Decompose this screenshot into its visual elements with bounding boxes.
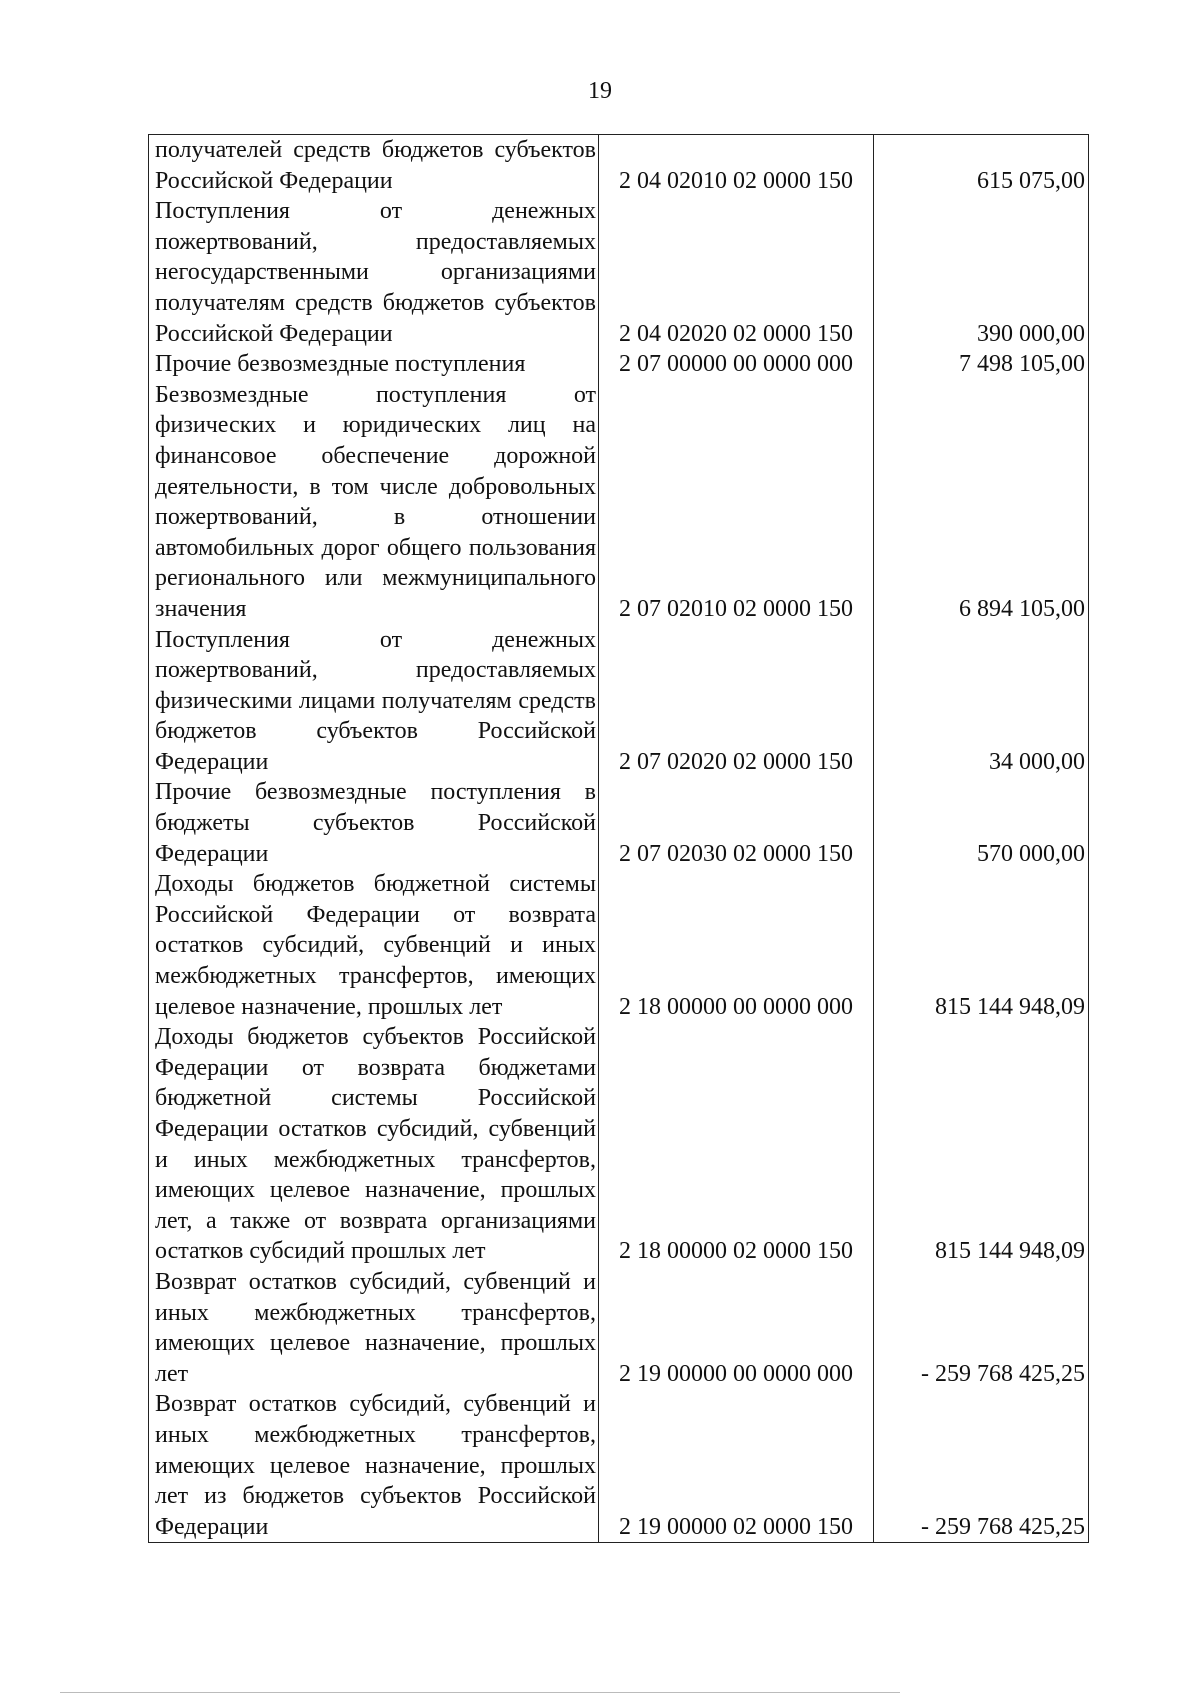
table-row [149,1267,1089,1389]
revenue-name: Безвозмездные поступления от физических и юридических лиц на финансовое обеспечение дорожной деятельности, в том числе добровольных пожертвований, в отношении автомобильных дорог общего пользования регионального или межмуниципального значения [149,380,599,625]
amount: 7 498 105,00 [874,349,1089,380]
amount: 390 000,00 [874,196,1089,349]
revenue-name: Доходы бюджетов субъектов Российской Федерации от возврата бюджетами бюджетной системы Российской Федерации остатков субсидий, субвенций и иных межбюджетных трансфертов, имеющих целевое назначение, прошлых лет, а также от возврата организациями остатков субсидий прошлых лет [149,1022,599,1267]
amount: 6 894 105,00 [874,380,1089,625]
amount: 815 144 948,09 [874,1022,1089,1267]
table-row [149,380,1089,625]
amount: 815 144 948,09 [874,869,1089,1022]
revenue-name: Доходы бюджетов бюджетной системы Российской Федерации от возврата остатков субсидий, субвенций и иных межбюджетных трансфертов, имеющих целевое назначение, прошлых лет [149,869,599,1022]
scan-edge-divider [60,1692,900,1693]
budget-code: 2 19 00000 00 0000 000 [599,1267,874,1389]
budget-code: 2 07 02030 02 0000 150 [599,777,874,869]
revenue-name: получателей средств бюджетов субъектов Российской Федерации [149,135,599,197]
revenue-name: Прочие безвозмездные поступления в бюджеты субъектов Российской Федерации [149,777,599,869]
budget-code: 2 18 00000 00 0000 000 [599,869,874,1022]
budget-code: 2 04 02010 02 0000 150 [599,135,874,197]
amount: 34 000,00 [874,625,1089,778]
revenue-name: Возврат остатков субсидий, субвенций и иных межбюджетных трансфертов, имеющих целевое назначение, прошлых лет [149,1267,599,1389]
amount: 615 075,00 [874,135,1089,197]
table-row [149,349,1089,380]
amount: - 259 768 425,25 [874,1389,1089,1542]
table-row [149,625,1089,778]
table-row [149,869,1089,1022]
amount: - 259 768 425,25 [874,1267,1089,1389]
revenue-table [148,134,1089,1543]
table-row [149,135,1089,197]
page-number: 19 [588,78,612,104]
revenue-name: Поступления от денежных пожертвований, предоставляемых негосударственными организациями получателям средств бюджетов субъектов Российской Федерации [149,196,599,349]
revenue-name: Возврат остатков субсидий, субвенций и иных межбюджетных трансфертов, имеющих целевое назначение, прошлых лет из бюджетов субъектов Российской Федерации [149,1389,599,1542]
budget-code: 2 18 00000 02 0000 150 [599,1022,874,1267]
table-row [149,1022,1089,1267]
amount: 570 000,00 [874,777,1089,869]
budget-code: 2 04 02020 02 0000 150 [599,196,874,349]
table-row [149,1389,1089,1542]
budget-code: 2 07 00000 00 0000 000 [599,349,874,380]
budget-code: 2 07 02010 02 0000 150 [599,380,874,625]
budget-code: 2 07 02020 02 0000 150 [599,625,874,778]
revenue-name: Прочие безвозмездные поступления [149,349,599,380]
budget-code: 2 19 00000 02 0000 150 [599,1389,874,1542]
table-row [149,196,1089,349]
table-row [149,777,1089,869]
revenue-name: Поступления от денежных пожертвований, предоставляемых физическими лицами получателям средств бюджетов субъектов Российской Федерации [149,625,599,778]
